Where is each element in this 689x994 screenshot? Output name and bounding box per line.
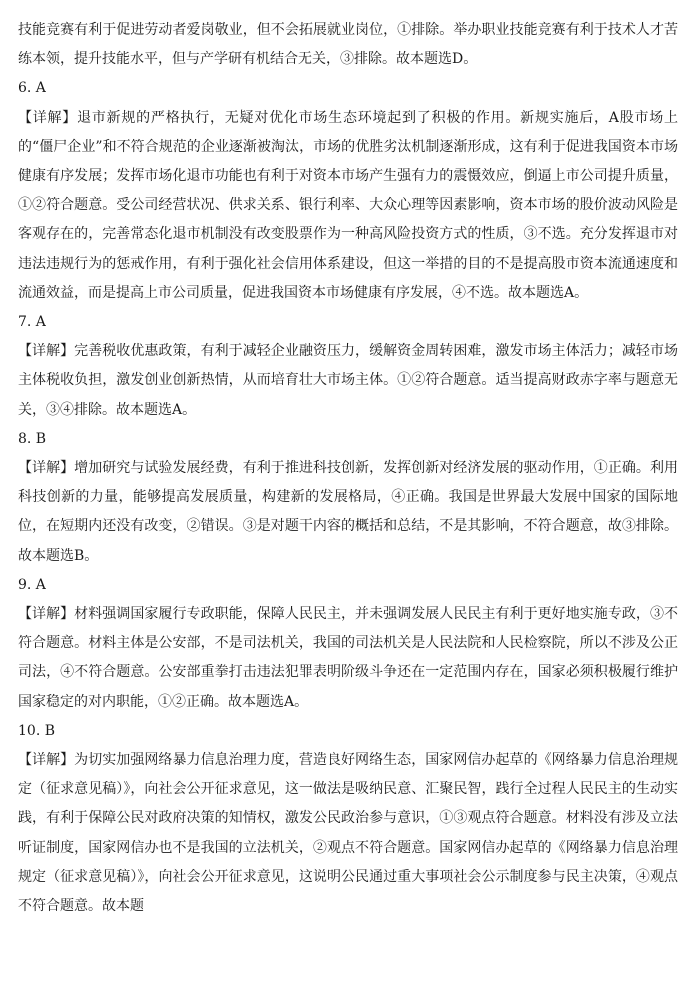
intro-paragraph: 技能竞赛有利于促进劳动者爱岗敬业，但不会拓展就业岗位，①排除。举办职业技能竞赛有利于技术人才苦练本领，提升技能水平，但与产学研有机结合无关，③排除。故本题选D。 — [18, 22, 678, 68]
question-10-answer: 10. B — [18, 722, 56, 739]
question-8-detail: 【详解】增加研究与试验发展经费，有利于推进科技创新，发挥创新对经济发展的驱动作用，①正确。利用科技创新的力量，能够提高发展质量，构建新的发展格局，④正确。我国是世界最大发展中国家的国际地位，在短期内还没有改变，②错误。③是对题干内容的概括和总结，不是其影响，不符合题意，故③排除。故本题选B。 — [18, 460, 678, 564]
question-8-answer: 8. B — [18, 430, 47, 447]
question-6-answer: 6. A — [18, 80, 46, 97]
question-7-detail: 【详解】完善税收优惠政策，有利于减轻企业融资压力，缓解资金周转困难，激发市场主体活力；减轻市场主体税收负担，激发创业创新热情，从而培育壮大市场主体。①②符合题意。适当提高财政赤字率与题意无关，③④排除。故本题选A。 — [18, 343, 678, 418]
answer-explanations — [18, 16, 678, 921]
question-10-detail: 【详解】为切实加强网络暴力信息治理力度，营造良好网络生态，国家网信办起草的《网络暴力信息治理规定（征求意见稿）》，向社会公开征求意见，这一做法是吸纳民意、汇聚民智，践行全过程人民民主的生动实践，有利于保障公民对政府决策的知情权，激发公民政治参与意识，①③观点符合题意。材料没有涉及立法听证制度，国家网信办也不是我国的立法机关，②观点不符合题意。国家网信办起草的《网络暴力信息治理规定（征求意见稿）》，向社会公开征求意见，这说明公民通过重大事项社会公示制度参与民主决策，④观点不符合题意。故本题 — [18, 752, 678, 915]
question-9-detail: 【详解】材料强调国家履行专政职能，保障人民民主，并未强调发展人民民主有利于更好地实施专政，③不符合题意。材料主体是公安部，不是司法机关，我国的司法机关是人民法院和人民检察院，所以不涉及公正司法，④不符合题意。公安部重拳打击违法犯罪表明阶级斗争还在一定范围内存在，国家必须积极履行维护国家稳定的对内职能，①②正确。故本题选A。 — [18, 606, 678, 710]
question-7-answer: 7. A — [18, 314, 46, 331]
question-6-detail: 【详解】退市新规的严格执行，无疑对优化市场生态环境起到了积极的作用。新规实施后，A股市场上的“僵尸企业”和不符合规范的企业逐渐被淘汰，市场的优胜劣汰机制逐渐形成，这有利于促进我国资本市场健康有序发展；发挥市场化退市功能也有利于对资本市场产生强有力的震慑效应，倒逼上市公司提升质量，①②符合题意。受公司经营状况、供求关系、银行利率、大众心理等因素影响，资本市场的股价波动风险是客观存在的，完善常态化退市机制没有改变股票作为一种高风险投资方式的性质，③不选。充分发挥退市对违法违规行为的惩戒作用，有利于强化社会信用体系建设，但这一举措的目的不是提高股市资本流通速度和流通效益，而是提高上市公司质量，促进我国资本市场健康有序发展，④不选。故本题选A。 — [18, 109, 678, 301]
question-9-answer: 9. A — [18, 576, 46, 593]
